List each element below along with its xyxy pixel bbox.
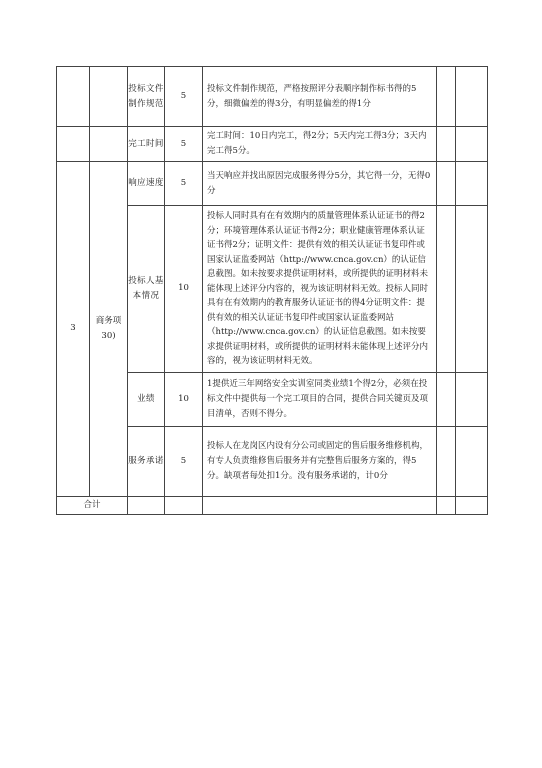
row-score: 5 — [165, 127, 203, 162]
row-item-label: 完工时间 — [128, 127, 165, 162]
scoring-table — [56, 66, 488, 515]
table-row-total — [57, 496, 488, 514]
row-criteria: 投标人同时具有在有效期内的质量管理体系认证证书的得2分；环境管理体系认证证书得2分；职业健康管理体系认证证书得2分；证明文件：提供有效的相关认证证书复印件或国家认证监委网站（http://www.cnca.gov.cn）的认证信息截图。如未按要求提供证明材料，或所提供的证明材料未能体现上述评分内容的，视为该证明材料无效。投标人同时具有在有效期内的教育服务认证证书的得4分证明文件：提供有效的相关认证证书复印件或国家认证监委网站（http://www.cnca.gov.cn）的认证信息截图。如未按要求提供证明材料，或所提供的证明材料未能体现上述评分内容的，视为该证明材料无效。 — [203, 206, 437, 373]
row-item-label: 投标人基本情况 — [128, 206, 165, 373]
row-score: 5 — [165, 67, 203, 127]
row-item-label: 服务承诺 — [128, 426, 165, 496]
row-score: 10 — [165, 372, 203, 426]
row-criteria: 1提供近三年网络安全实训室同类业绩1个得2分，必须在投标文件中提供每一个完工项目的合同，提供合同关键页及项目清单，否则不得分。 — [203, 372, 437, 426]
section-name: 商务项30) — [90, 162, 128, 497]
row-criteria: 当天响应并找出原因完成服务得分5分，其它得一分，无得0分 — [203, 162, 437, 206]
table-row — [57, 162, 488, 206]
row-item-label: 响应速度 — [128, 162, 165, 206]
total-label: 合计 — [57, 496, 128, 514]
row-score: 5 — [165, 426, 203, 496]
table-row — [57, 67, 488, 127]
row-item-label: 业绩 — [128, 372, 165, 426]
row-score: 10 — [165, 206, 203, 373]
row-criteria: 投标文件制作规范，严格按照评分表顺序制作标书得的5分，细微偏差的得3分，有明显偏差的得1分 — [203, 67, 437, 127]
row-item-label: 投标文件制作规范 — [128, 67, 165, 127]
section-number: 3 — [57, 162, 90, 497]
row-criteria: 投标人在龙岗区内设有分公司或固定的售后服务维修机构，有专人负责维修售后服务并有完整售后服务方案的，得5分。缺项者每处扣1分。没有服务承诺的，计0分 — [203, 426, 437, 496]
table-row — [57, 127, 488, 162]
row-score: 5 — [165, 162, 203, 206]
row-criteria: 完工时间：10日内完工，得2分；5天内完工得3分；3天内完工得5分。 — [203, 127, 437, 162]
